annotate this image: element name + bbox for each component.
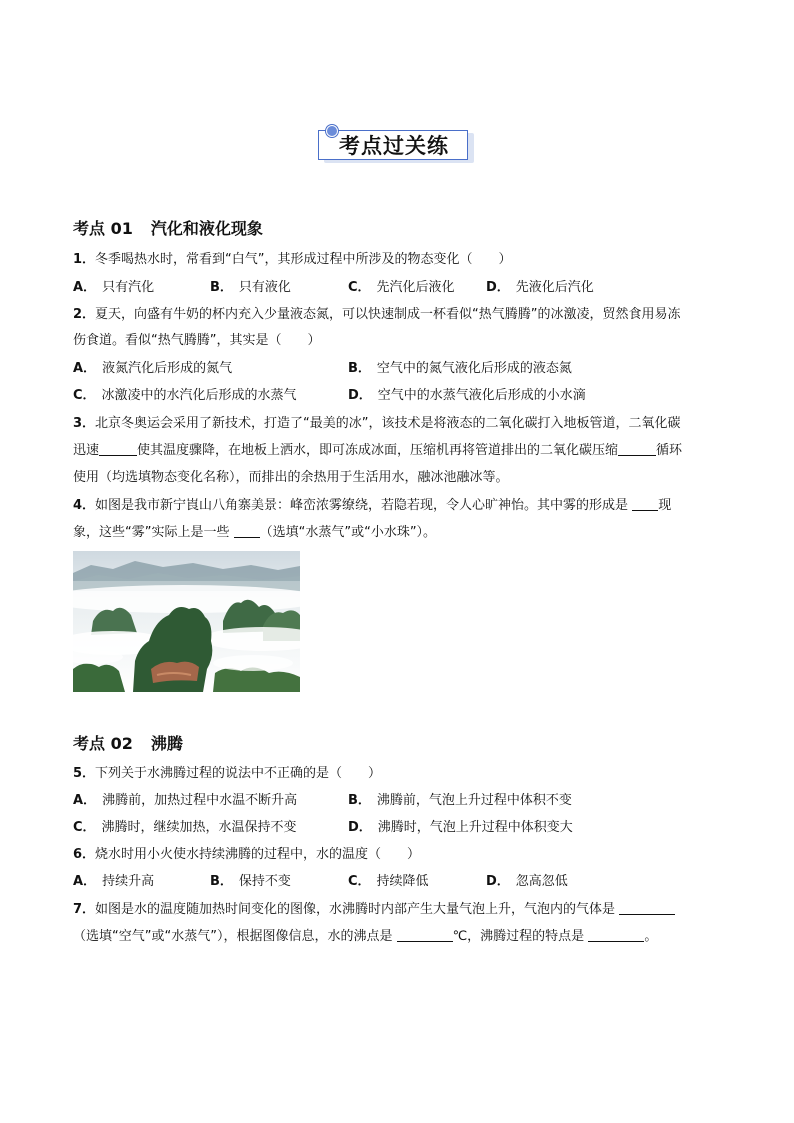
option-text: 忽高忽低 — [515, 874, 568, 889]
option-b[interactable] — [210, 872, 291, 892]
question-text: 循环 — [656, 443, 683, 458]
question-text: 象，这些“雾”实际上是一些 — [73, 525, 234, 540]
question-text: 如图是我市新宁崀山八角寨美景：峰峦浓雾缭绕，若隐若现，令人心旷神怡。其中雾的形成是 — [95, 498, 633, 513]
question-text: 夏天，向盛有牛奶的杯内充入少量液态氮，可以快速制成一杯看似“热气腾腾”的冰激凌，贸然食用易冻 — [95, 307, 681, 322]
option-a[interactable] — [73, 872, 154, 892]
option-label: C． — [73, 820, 96, 835]
option-b[interactable] — [348, 791, 572, 811]
option-label: C． — [73, 388, 96, 403]
mountain-fog-photo — [73, 551, 300, 692]
question-text: 使其温度骤降，在地板上洒水，即可冻成冰面，压缩机再将管道排出的二氧化碳压缩 — [137, 443, 619, 458]
option-c[interactable] — [73, 386, 297, 406]
option-a[interactable] — [73, 278, 154, 298]
bullet-dot-icon — [326, 125, 338, 137]
option-label: D． — [348, 820, 372, 835]
option-label: C． — [348, 874, 371, 889]
title-box — [318, 130, 468, 160]
answer-blank[interactable] — [632, 496, 658, 511]
question-number: 2． — [73, 307, 96, 322]
question-1 — [73, 250, 512, 270]
question-text: 迅速 — [73, 443, 100, 458]
question-text: （选填“水蒸气”或“小水珠”）。 — [259, 525, 437, 540]
question-text: 下列关于水沸腾过程的说法中不正确的是（ ） — [95, 766, 382, 781]
question-number: 5． — [73, 766, 96, 781]
question-7-line-2 — [73, 927, 657, 947]
option-label: A． — [73, 793, 97, 808]
option-text: 空气中的水蒸气液化后形成的小水滴 — [377, 388, 586, 403]
option-b[interactable] — [348, 359, 572, 379]
option-label: C． — [348, 280, 371, 295]
question-text: ℃，沸腾过程的特点是 — [452, 929, 589, 944]
option-text: 冰激凌中的水汽化后形成的水蒸气 — [101, 388, 297, 403]
option-c[interactable] — [348, 278, 455, 298]
question-6 — [73, 845, 420, 865]
option-label: D． — [348, 388, 372, 403]
option-a[interactable] — [73, 791, 297, 811]
answer-blank[interactable] — [618, 441, 656, 456]
option-label: B． — [348, 793, 371, 808]
option-text: 液氮汽化后形成的氮气 — [102, 361, 233, 376]
answer-blank[interactable] — [397, 927, 453, 942]
section-heading-02 — [73, 731, 183, 754]
question-number: 1． — [73, 252, 96, 267]
answer-blank[interactable] — [619, 900, 675, 915]
question-5 — [73, 764, 381, 784]
question-number: 7． — [73, 902, 96, 917]
option-text: 只有汽化 — [102, 280, 155, 295]
option-label: B． — [210, 280, 233, 295]
option-d[interactable] — [348, 386, 586, 406]
option-d[interactable] — [348, 818, 573, 838]
option-text: 先汽化后液化 — [376, 280, 455, 295]
question-text: 冬季喝热水时，常看到“白气”，其形成过程中所涉及的物态变化（ ） — [95, 252, 512, 267]
option-text: 沸腾前，加热过程中水温不断升高 — [102, 793, 298, 808]
option-label: B． — [348, 361, 371, 376]
option-d[interactable] — [486, 278, 594, 298]
option-c[interactable] — [348, 872, 429, 892]
question-2 — [73, 305, 681, 325]
answer-blank[interactable] — [588, 927, 644, 942]
option-label: B． — [210, 874, 233, 889]
page-title: 考点过关练 — [339, 134, 449, 158]
question-4-line-2 — [73, 523, 436, 543]
question-text: 现 — [658, 498, 672, 513]
section-name: 汽化和液化现象 — [150, 219, 263, 238]
option-text: 持续升高 — [102, 874, 155, 889]
title-banner — [318, 127, 476, 167]
answer-blank[interactable] — [99, 441, 137, 456]
option-label: D． — [486, 280, 510, 295]
question-4 — [73, 496, 671, 516]
question-text: 如图是水的温度随加热时间变化的图像，水沸腾时内部产生大量气泡上升，气泡内的气体是 — [95, 902, 620, 917]
option-d[interactable] — [486, 872, 568, 892]
option-text: 保持不变 — [238, 874, 291, 889]
section-code: 考点 02 — [73, 734, 133, 753]
option-text: 持续降低 — [376, 874, 429, 889]
section-code: 考点 01 — [73, 219, 133, 238]
question-2-line-2 — [73, 331, 320, 351]
question-3 — [73, 414, 681, 434]
question-text: 北京冬奥运会采用了新技术，打造了“最美的冰”，该技术是将液态的二氧化碳打入地板管道，二氧化碳 — [95, 416, 681, 431]
option-text: 沸腾前，气泡上升过程中体积不变 — [376, 793, 572, 808]
option-b[interactable] — [210, 278, 291, 298]
section-name: 沸腾 — [150, 734, 183, 753]
question-text: 烧水时用小火使水持续沸腾的过程中，水的温度（ ） — [95, 847, 421, 862]
option-text: 先液化后汽化 — [515, 280, 594, 295]
question-3-line-3 — [73, 468, 509, 488]
option-c[interactable] — [73, 818, 297, 838]
question-text: 。 — [644, 929, 658, 944]
question-text: 使用（均选填物态变化名称），而排出的余热用于生活用水，融冰池融冰等。 — [73, 470, 509, 485]
question-3-line-2 — [73, 441, 682, 461]
option-text: 沸腾时，气泡上升过程中体积变大 — [377, 820, 573, 835]
question-number: 3． — [73, 416, 96, 431]
answer-blank[interactable] — [234, 523, 260, 538]
option-label: A． — [73, 874, 97, 889]
option-label: D． — [486, 874, 510, 889]
option-text: 沸腾时，继续加热，水温保持不变 — [101, 820, 297, 835]
question-number: 6． — [73, 847, 96, 862]
question-text: （选填“空气”或“水蒸气”），根据图像信息，水的沸点是 — [73, 929, 397, 944]
option-label: A． — [73, 280, 97, 295]
question-7 — [73, 900, 675, 920]
option-text: 只有液化 — [238, 280, 291, 295]
option-a[interactable] — [73, 359, 232, 379]
section-heading-01 — [73, 216, 263, 239]
question-number: 4． — [73, 498, 96, 513]
option-text: 空气中的氮气液化后形成的液态氮 — [376, 361, 572, 376]
option-label: A． — [73, 361, 97, 376]
question-text: 伤食道。看似“热气腾腾”，其实是（ ） — [73, 333, 321, 348]
